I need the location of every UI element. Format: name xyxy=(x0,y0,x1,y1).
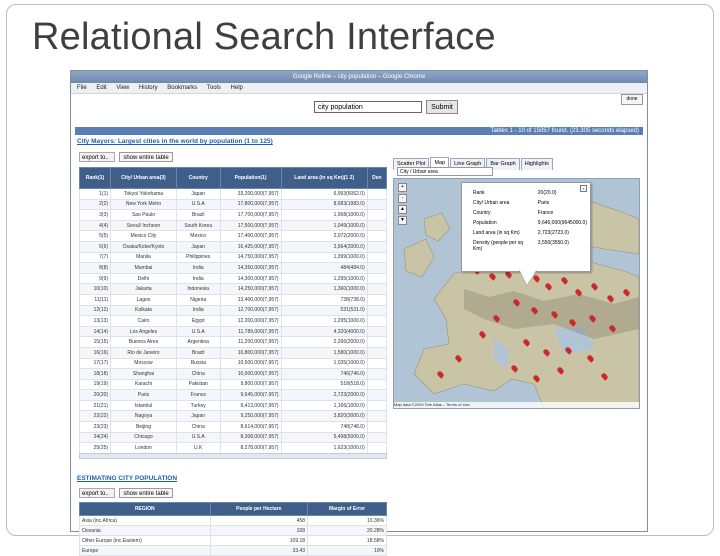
table-cell: U.K xyxy=(176,443,220,454)
table-row[interactable] xyxy=(80,358,387,369)
table-cell: Nagoya xyxy=(111,411,177,422)
export-select[interactable]: export to.. xyxy=(79,488,115,498)
info-value: 3,550(3550.0) xyxy=(537,240,569,246)
table-cell: 14,250,000(7,957) xyxy=(220,284,281,295)
show-entire-table-button[interactable]: show entire table xyxy=(119,152,173,162)
language-select[interactable]: done xyxy=(621,94,643,105)
results-table-body xyxy=(80,189,387,454)
table-cell: U.S.A xyxy=(176,326,220,337)
table-cell: Sao Paulo xyxy=(111,210,177,221)
table-cell: 10(10) xyxy=(80,284,111,295)
table-cell: Mumbai xyxy=(111,263,177,274)
menu-edit[interactable]: Edit xyxy=(96,85,107,91)
table-cell: 8(8) xyxy=(80,263,111,274)
info-value: 20(20.0) xyxy=(537,190,557,196)
table-cell: 33,200,000(7,957) xyxy=(220,189,281,200)
table-cell: Mexico xyxy=(176,231,220,242)
table-cell xyxy=(367,284,386,295)
table-cell: Brazil xyxy=(176,210,220,221)
viz-tabs xyxy=(393,152,554,167)
table-cell: 17,700,000(7,957) xyxy=(220,210,281,221)
table-cell: 1,968(1000.0) xyxy=(281,210,367,221)
table-cell xyxy=(367,337,386,348)
table-cell: 1,580(1000.0) xyxy=(281,347,367,358)
menu-view[interactable]: View xyxy=(116,85,130,91)
table-cell xyxy=(367,369,386,380)
table-cell xyxy=(367,199,386,210)
table-cell: Russia xyxy=(176,358,220,369)
table-cell: 484(484.0) xyxy=(281,263,367,274)
table-cell: 1,623(1000.0) xyxy=(281,443,367,454)
table-cell: 2,723(2000.0) xyxy=(281,390,367,401)
table-row[interactable] xyxy=(80,411,387,422)
info-label: City/ Urban area xyxy=(473,200,510,206)
info-label: Land area (in sq Km) xyxy=(473,230,520,236)
table-cell: 9,413,000(7,957) xyxy=(220,400,281,411)
table-row[interactable] xyxy=(80,273,387,284)
table-cell: Istanbul xyxy=(111,400,177,411)
table-cell: France xyxy=(176,390,220,401)
table-cell: 13(13) xyxy=(80,316,111,327)
table-row[interactable] xyxy=(80,252,387,263)
column-header-land-area[interactable]: Land area (in sq Km)(1 2) xyxy=(281,168,367,189)
table-cell: 3(3) xyxy=(80,210,111,221)
table-cell: 1,360(1000.0) xyxy=(281,284,367,295)
info-value: 9,645,000(9645000.0) xyxy=(537,220,587,226)
info-value: France xyxy=(537,210,554,216)
table-cell xyxy=(367,316,386,327)
table-cell: 1,399(1000.0) xyxy=(281,252,367,263)
close-icon[interactable]: × xyxy=(580,185,587,192)
table-cell: Tokyo/ Yokohama xyxy=(111,189,177,200)
table-cell xyxy=(367,305,386,316)
table-cell: 10,500,000(7,957) xyxy=(220,358,281,369)
table-cell xyxy=(367,443,386,454)
info-label: Density (people per sq Km) xyxy=(473,240,524,252)
table-cell: Japan xyxy=(176,241,220,252)
table-row[interactable] xyxy=(80,536,387,546)
table-row[interactable] xyxy=(80,379,387,390)
table-cell: Kolkata xyxy=(111,305,177,316)
table-cell: 18.58% xyxy=(308,536,387,546)
table-cell xyxy=(367,347,386,358)
tab-scatter-plot[interactable]: Scatter Plot xyxy=(393,158,429,170)
table-cell: 16(16) xyxy=(80,347,111,358)
table-cell: 17,400,000(7,957) xyxy=(220,231,281,242)
table-cell xyxy=(367,432,386,443)
table-row[interactable] xyxy=(80,432,387,443)
table-cell: 328 xyxy=(210,526,307,536)
submit-button[interactable]: Submit xyxy=(426,100,458,114)
info-label: Country xyxy=(473,210,491,216)
table-cell: India xyxy=(176,305,220,316)
table-row[interactable] xyxy=(80,263,387,274)
zoom-out-button[interactable]: - xyxy=(398,194,407,203)
browser-titlebar: Google Refine – city population – Google Chrome xyxy=(71,71,647,83)
table-cell: London xyxy=(111,443,177,454)
table-cell: 14,350,000(7,957) xyxy=(220,263,281,274)
column-header-rank[interactable]: Rank(1) xyxy=(80,168,111,189)
table-cell xyxy=(367,422,386,433)
zoom-in-button[interactable]: + xyxy=(398,183,407,192)
table-cell: Mexico City xyxy=(111,231,177,242)
column-header-margin-of-error[interactable]: Margin of Error xyxy=(308,503,387,516)
table-cell: Oceania xyxy=(80,526,211,536)
table-row[interactable] xyxy=(80,390,387,401)
table-cell: 13,400,000(7,957) xyxy=(220,294,281,305)
table-cell: 1,049(1000.0) xyxy=(281,220,367,231)
table-cell: 458 xyxy=(210,516,307,526)
menu-file[interactable]: File xyxy=(77,85,87,91)
table-cell: 10% xyxy=(308,546,387,556)
info-label: Rank xyxy=(473,190,485,196)
table-cell: 17(17) xyxy=(80,358,111,369)
table-cell: 17,500,000(7,957) xyxy=(220,220,281,231)
page-content xyxy=(71,94,647,554)
table-row[interactable] xyxy=(80,294,387,305)
table-cell: 20(20) xyxy=(80,390,111,401)
table-cell: Paris xyxy=(111,390,177,401)
table-cell: 1(1) xyxy=(80,189,111,200)
table-cell: 15(15) xyxy=(80,337,111,348)
table-cell: 22(22) xyxy=(80,411,111,422)
table-cell: Karachi xyxy=(111,379,177,390)
table-cell: 16,425,000(7,957) xyxy=(220,241,281,252)
results-summary: Tables 1 - 10 of 15057 found. (23.305 seconds elapsed) xyxy=(75,127,643,135)
table-cell: Japan xyxy=(176,189,220,200)
table-cell: Pakistan xyxy=(176,379,220,390)
table-cell: 1,295(1000.0) xyxy=(281,273,367,284)
table-cell: 21(21) xyxy=(80,400,111,411)
table-row[interactable] xyxy=(80,400,387,411)
table-cell: Brazil xyxy=(176,347,220,358)
table-cell: 1,166(1000.0) xyxy=(281,400,367,411)
column-header-city[interactable]: City/ Urban area(3) xyxy=(111,168,177,189)
table-cell xyxy=(367,400,386,411)
map-zoom-controls xyxy=(398,183,407,227)
table-cell xyxy=(367,241,386,252)
table-cell: Indonesia xyxy=(176,284,220,295)
table-cell: South Korea xyxy=(176,220,220,231)
table-cell xyxy=(367,358,386,369)
table-cell: 6,993(6062.0) xyxy=(281,189,367,200)
table-row[interactable] xyxy=(80,189,387,200)
estimating-table xyxy=(79,502,387,556)
table-cell: 7(7) xyxy=(80,252,111,263)
table-cell: 23(23) xyxy=(80,422,111,433)
table-cell: 8,683(1983.0) xyxy=(281,199,367,210)
table-cell: 25(25) xyxy=(80,443,111,454)
export-select[interactable]: export to.. xyxy=(79,152,115,162)
table-cell: 109.18 xyxy=(210,536,307,546)
table-cell: Asia (inc.Africa) xyxy=(80,516,211,526)
table-cell: Lagos xyxy=(111,294,177,305)
table-row[interactable] xyxy=(80,210,387,221)
tab-bar-graph[interactable]: Bar Graph xyxy=(486,158,519,170)
table-cell xyxy=(367,189,386,200)
table-cell: 12,700,000(7,957) xyxy=(220,305,281,316)
info-value: 2,723(2723.0) xyxy=(537,230,569,236)
column-header-country[interactable]: Country xyxy=(176,168,220,189)
tab-map[interactable]: Map xyxy=(430,157,449,170)
table-cell xyxy=(367,273,386,284)
column-header-density[interactable]: Den xyxy=(367,168,386,189)
table-cell: 8,308,000(7,957) xyxy=(220,432,281,443)
column-header-population[interactable]: Population(1) xyxy=(220,168,281,189)
table-cell: 8,614,000(7,957) xyxy=(220,422,281,433)
slide-title: Relational Search Interface xyxy=(32,16,496,58)
table-row[interactable] xyxy=(80,326,387,337)
table-row[interactable] xyxy=(80,422,387,433)
map-attribution: Map data ©2009 Tele Atlas – Terms of Use xyxy=(394,402,639,408)
table-cell: Shanghai xyxy=(111,369,177,380)
table-cell: 2,564(2000.0) xyxy=(281,241,367,252)
table-row[interactable] xyxy=(80,241,387,252)
table-cell: U.S.A xyxy=(176,432,220,443)
table-cell: Buenos Aires xyxy=(111,337,177,348)
menu-history[interactable]: History xyxy=(138,85,158,91)
table-cell: New York Metro xyxy=(111,199,177,210)
table-cell: 9,645,000(7,957) xyxy=(220,390,281,401)
table-cell: 11,789,000(7,957) xyxy=(220,326,281,337)
search-input[interactable]: city population xyxy=(314,101,422,113)
table-cell: 518(518.0) xyxy=(281,379,367,390)
table-cell xyxy=(367,390,386,401)
table-cell: 9(9) xyxy=(80,273,111,284)
show-entire-table-button[interactable]: show entire table xyxy=(119,488,173,498)
info-label: Population xyxy=(473,220,497,226)
table-cell: Seoul/ Incheon xyxy=(111,220,177,231)
table-cell xyxy=(367,411,386,422)
table-row[interactable] xyxy=(80,316,387,327)
table-cell: Cairo xyxy=(111,316,177,327)
table-cell: Japan xyxy=(176,411,220,422)
table-cell: Other Europe (inc.Eastern) xyxy=(80,536,211,546)
table-cell: 8,278,000(7,957) xyxy=(220,443,281,454)
table-cell: 18(18) xyxy=(80,369,111,380)
table-row[interactable] xyxy=(80,516,387,526)
estimating-table-body xyxy=(80,516,387,556)
table-cell: 17,800,000(7,957) xyxy=(220,199,281,210)
menu-help[interactable]: Help xyxy=(230,85,243,91)
table-cell: 2(2) xyxy=(80,199,111,210)
table-cell: 24(24) xyxy=(80,432,111,443)
menu-tools[interactable]: Tools xyxy=(206,85,221,91)
table-horizontal-scrollbar[interactable] xyxy=(79,453,387,459)
table-cell xyxy=(367,252,386,263)
menu-bookmarks[interactable]: Bookmarks xyxy=(167,85,198,91)
table-cell: Egypt xyxy=(176,316,220,327)
table-cell: 531(531.0) xyxy=(281,305,367,316)
table-row[interactable] xyxy=(80,305,387,316)
table-cell: Rio de Janeiro xyxy=(111,347,177,358)
table-cell: Europe xyxy=(80,546,211,556)
table-cell: 1,295(1000.0) xyxy=(281,316,367,327)
tab-highlights[interactable]: Highlights xyxy=(521,158,553,170)
table-cell: Jakarta xyxy=(111,284,177,295)
browser-menubar xyxy=(71,83,647,94)
info-window-table xyxy=(470,189,590,253)
table-cell xyxy=(367,326,386,337)
table-cell: Manila xyxy=(111,252,177,263)
table-cell: Beijing xyxy=(111,422,177,433)
table-cell: 12(12) xyxy=(80,305,111,316)
table-cell: 1,035(1000.0) xyxy=(281,358,367,369)
table-cell: China xyxy=(176,369,220,380)
table-cell: 9,250,000(7,957) xyxy=(220,411,281,422)
table-cell xyxy=(367,263,386,274)
table-cell: 2,072(2000.0) xyxy=(281,231,367,242)
table-cell: Los Angeles xyxy=(111,326,177,337)
table-cell: 738(738.0) xyxy=(281,294,367,305)
table-row[interactable] xyxy=(80,369,387,380)
table-row[interactable] xyxy=(80,337,387,348)
table-row[interactable] xyxy=(80,231,387,242)
table-cell: 10.36% xyxy=(308,516,387,526)
table-cell: 9,800,000(7,957) xyxy=(220,379,281,390)
browser-window xyxy=(70,70,648,554)
table-cell: Moscow xyxy=(111,358,177,369)
table-cell xyxy=(367,294,386,305)
table-cell: 19(19) xyxy=(80,379,111,390)
tab-line-graph[interactable]: Line Graph xyxy=(450,158,485,170)
table-cell: 746(746.0) xyxy=(281,369,367,380)
table-cell: 5(5) xyxy=(80,231,111,242)
table-cell xyxy=(367,220,386,231)
table-cell: 6(6) xyxy=(80,241,111,252)
table2-title[interactable]: ESTIMATING CITY POPULATION xyxy=(77,475,178,482)
table-cell: 10,800,000(7,957) xyxy=(220,347,281,358)
table-cell xyxy=(367,379,386,390)
table-cell: 20.28% xyxy=(308,526,387,536)
table-cell: 3,820(3000.0) xyxy=(281,411,367,422)
pan-down-button[interactable]: ▼ xyxy=(398,216,407,225)
table-cell xyxy=(367,210,386,221)
table-cell: 12,200,000(7,957) xyxy=(220,316,281,327)
table-cell: 33.43 xyxy=(210,546,307,556)
table-cell: 14,750,000(7,957) xyxy=(220,252,281,263)
table-cell: Philippines xyxy=(176,252,220,263)
table-cell: Osaka/Kobe/Kyoto xyxy=(111,241,177,252)
map-column-select[interactable]: City / Urban area xyxy=(397,167,493,176)
table-cell: 4(4) xyxy=(80,220,111,231)
table-cell: 748(748.0) xyxy=(281,422,367,433)
table-cell: India xyxy=(176,263,220,274)
column-header-people-per-hectare[interactable]: People per Hectare xyxy=(210,503,307,516)
map-info-window xyxy=(461,182,591,272)
table-cell: 14(14) xyxy=(80,326,111,337)
table-cell: Delhi xyxy=(111,273,177,284)
table-cell: Nigeria xyxy=(176,294,220,305)
table-cell: Argentina xyxy=(176,337,220,348)
table-cell: China xyxy=(176,422,220,433)
table-cell: 11,200,000(7,957) xyxy=(220,337,281,348)
table-cell xyxy=(367,231,386,242)
table-cell: 11(11) xyxy=(80,294,111,305)
info-window-pointer xyxy=(519,269,537,285)
results-table xyxy=(79,167,387,454)
table-cell: 2,266(2000.0) xyxy=(281,337,367,348)
pan-up-button[interactable]: ▲ xyxy=(398,205,407,214)
table-row[interactable] xyxy=(80,284,387,295)
table-row[interactable] xyxy=(80,199,387,210)
table-cell: India xyxy=(176,273,220,284)
table-cell: 4,320(4000.0) xyxy=(281,326,367,337)
table-cell: Turkey xyxy=(176,400,220,411)
table-row[interactable] xyxy=(80,220,387,231)
table-cell: Chicago xyxy=(111,432,177,443)
table-row[interactable] xyxy=(80,526,387,536)
table-cell: 5,498(5000.0) xyxy=(281,432,367,443)
table1-title[interactable]: City Mayors: Largest cities in the world by population (1 to 125) xyxy=(77,138,273,145)
table-cell: U.S.A xyxy=(176,199,220,210)
table-cell: 10,000,000(7,957) xyxy=(220,369,281,380)
column-header-region[interactable]: REGION xyxy=(80,503,211,516)
info-value: Paris xyxy=(537,200,550,206)
table-cell: 14,300,000(7,957) xyxy=(220,273,281,284)
table-row[interactable] xyxy=(80,347,387,358)
table-row[interactable] xyxy=(80,443,387,454)
table-row[interactable] xyxy=(80,546,387,556)
